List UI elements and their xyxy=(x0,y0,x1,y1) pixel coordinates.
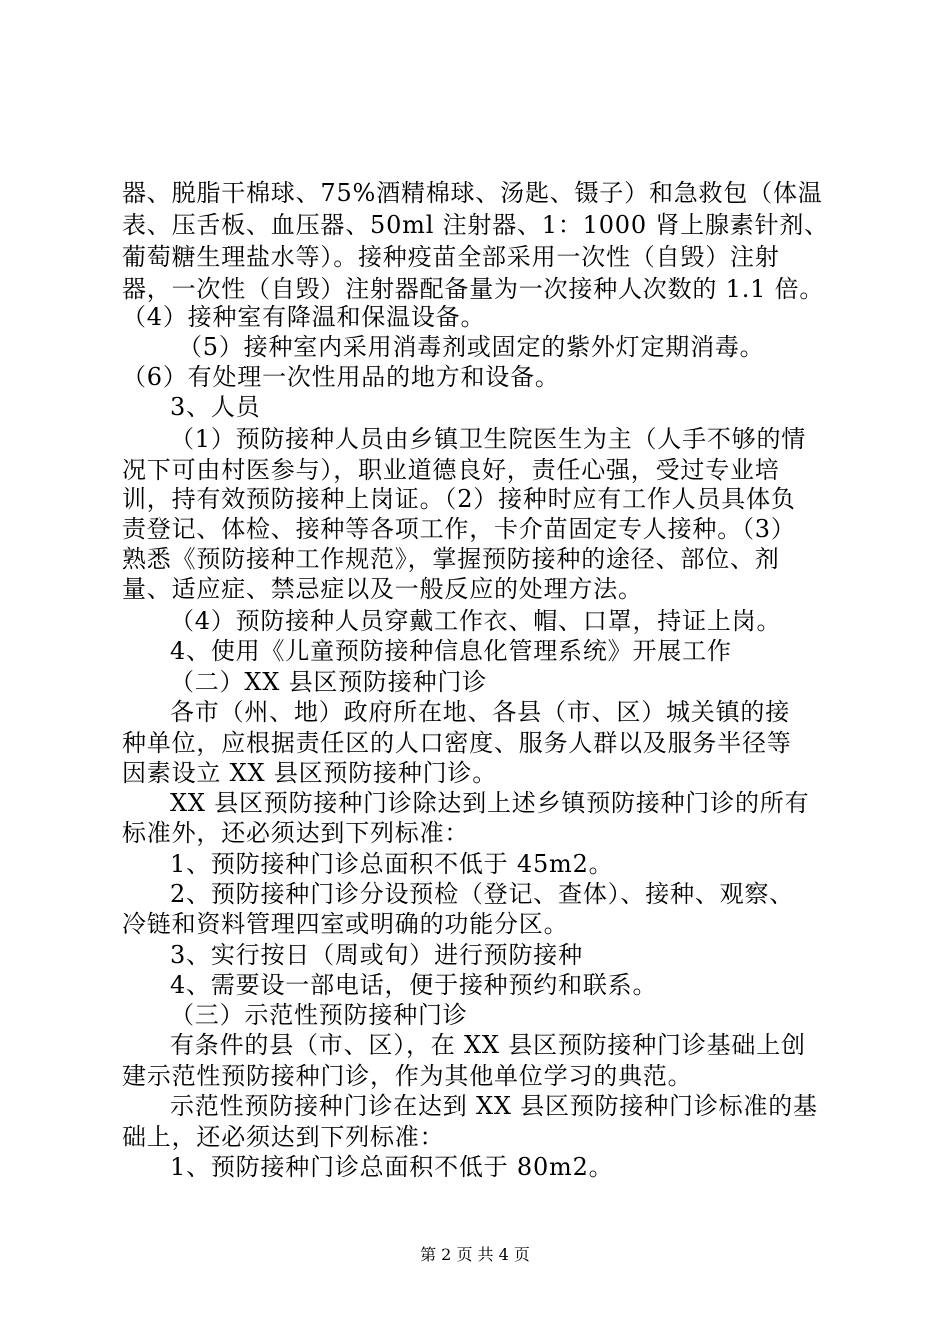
text-line: 器，一次性（自毁）注射器配备量为一次接种人次数的 1.1 倍。 xyxy=(122,275,825,303)
text-line: 熟悉《预防接种工作规范》，掌握预防接种的途径、部位、剂 xyxy=(122,545,780,573)
text-line: 表、压舌板、血压器、50ml 注射器、1：1000 肾上腺素针剂、 xyxy=(122,211,829,239)
text-line: XX 县区预防接种门诊除达到上述乡镇预防接种门诊的所有 xyxy=(170,789,810,817)
text-line: 责登记、体检、接种等各项工作，卡介苗固定专人接种。（3） xyxy=(122,515,796,543)
text-line: 因素设立 XX 县区预防接种门诊。 xyxy=(122,759,498,787)
text-line: 4、需要设一部电话，便于接种预约和联系。 xyxy=(170,971,658,999)
text-line: 冷链和资料管理四室或明确的功能分区。 xyxy=(122,910,569,938)
text-line: 量、适应症、禁忌症以及一般反应的处理方法。 xyxy=(122,575,643,603)
text-line: 各市（州、地）政府所在地、各县（市、区）城关镇的接 xyxy=(170,698,790,726)
text-line: （6）有处理一次性用品的地方和设备。 xyxy=(122,363,560,391)
text-line: 示范性预防接种门诊在达到 XX 县区预防接种门诊标准的基 xyxy=(170,1092,818,1120)
page-number-footer: 第 2 页 共 4 页 xyxy=(420,1245,530,1264)
text-line: 标准外，还必须达到下列标准： xyxy=(122,819,470,847)
text-line: 2、预防接种门诊分设预检（登记、查体）、接种、观察、 xyxy=(170,880,795,908)
text-line: 况下可由村医参与），职业道德良好，责任心强，受过专业培 xyxy=(122,456,780,484)
text-line: （4）接种室有降温和保温设备。 xyxy=(122,303,486,331)
text-line: 训，持有效预防接种上岗证。（2）接种时应有工作人员具体负 xyxy=(122,485,796,513)
text-line: （1）预防接种人员由乡镇卫生院医生为主（人手不够的情 xyxy=(170,425,807,453)
text-line: 1、预防接种门诊总面积不低于 45m2。 xyxy=(170,850,614,878)
text-line: 建示范性预防接种门诊，作为其他单位学习的典范。 xyxy=(122,1062,693,1090)
text-line: （5）接种室内采用消毒剂或固定的紫外灯定期消毒。 xyxy=(178,333,765,361)
section-heading: （三）示范性预防接种门诊 xyxy=(170,1001,468,1029)
text-line: 器、脱脂干棉球、75%酒精棉球、汤匙、镊子）和急救包（体温 xyxy=(122,179,823,207)
text-line: 础上，还必须达到下列标准： xyxy=(122,1123,445,1151)
section-heading: 4、使用《儿童预防接种信息化管理系统》开展工作 xyxy=(170,637,732,665)
text-line: 种单位，应根据责任区的人口密度、服务人群以及服务半径等 xyxy=(122,729,792,757)
text-line: 3、实行按日（周或旬）进行预防接种 xyxy=(170,941,583,969)
section-heading: 3、人员 xyxy=(170,393,261,421)
text-line: （4）预防接种人员穿戴工作衣、帽、口罩，持证上岗。 xyxy=(170,607,782,635)
section-heading: （二）XX 县区预防接种门诊 xyxy=(170,668,487,696)
text-line: 葡萄糖生理盐水等）。接种疫苗全部采用一次性（自毁）注射 xyxy=(122,243,780,271)
text-line: 1、预防接种门诊总面积不低于 80m2。 xyxy=(170,1153,614,1181)
text-line: 有条件的县（市、区），在 XX 县区预防接种门诊基础上创 xyxy=(170,1031,806,1059)
